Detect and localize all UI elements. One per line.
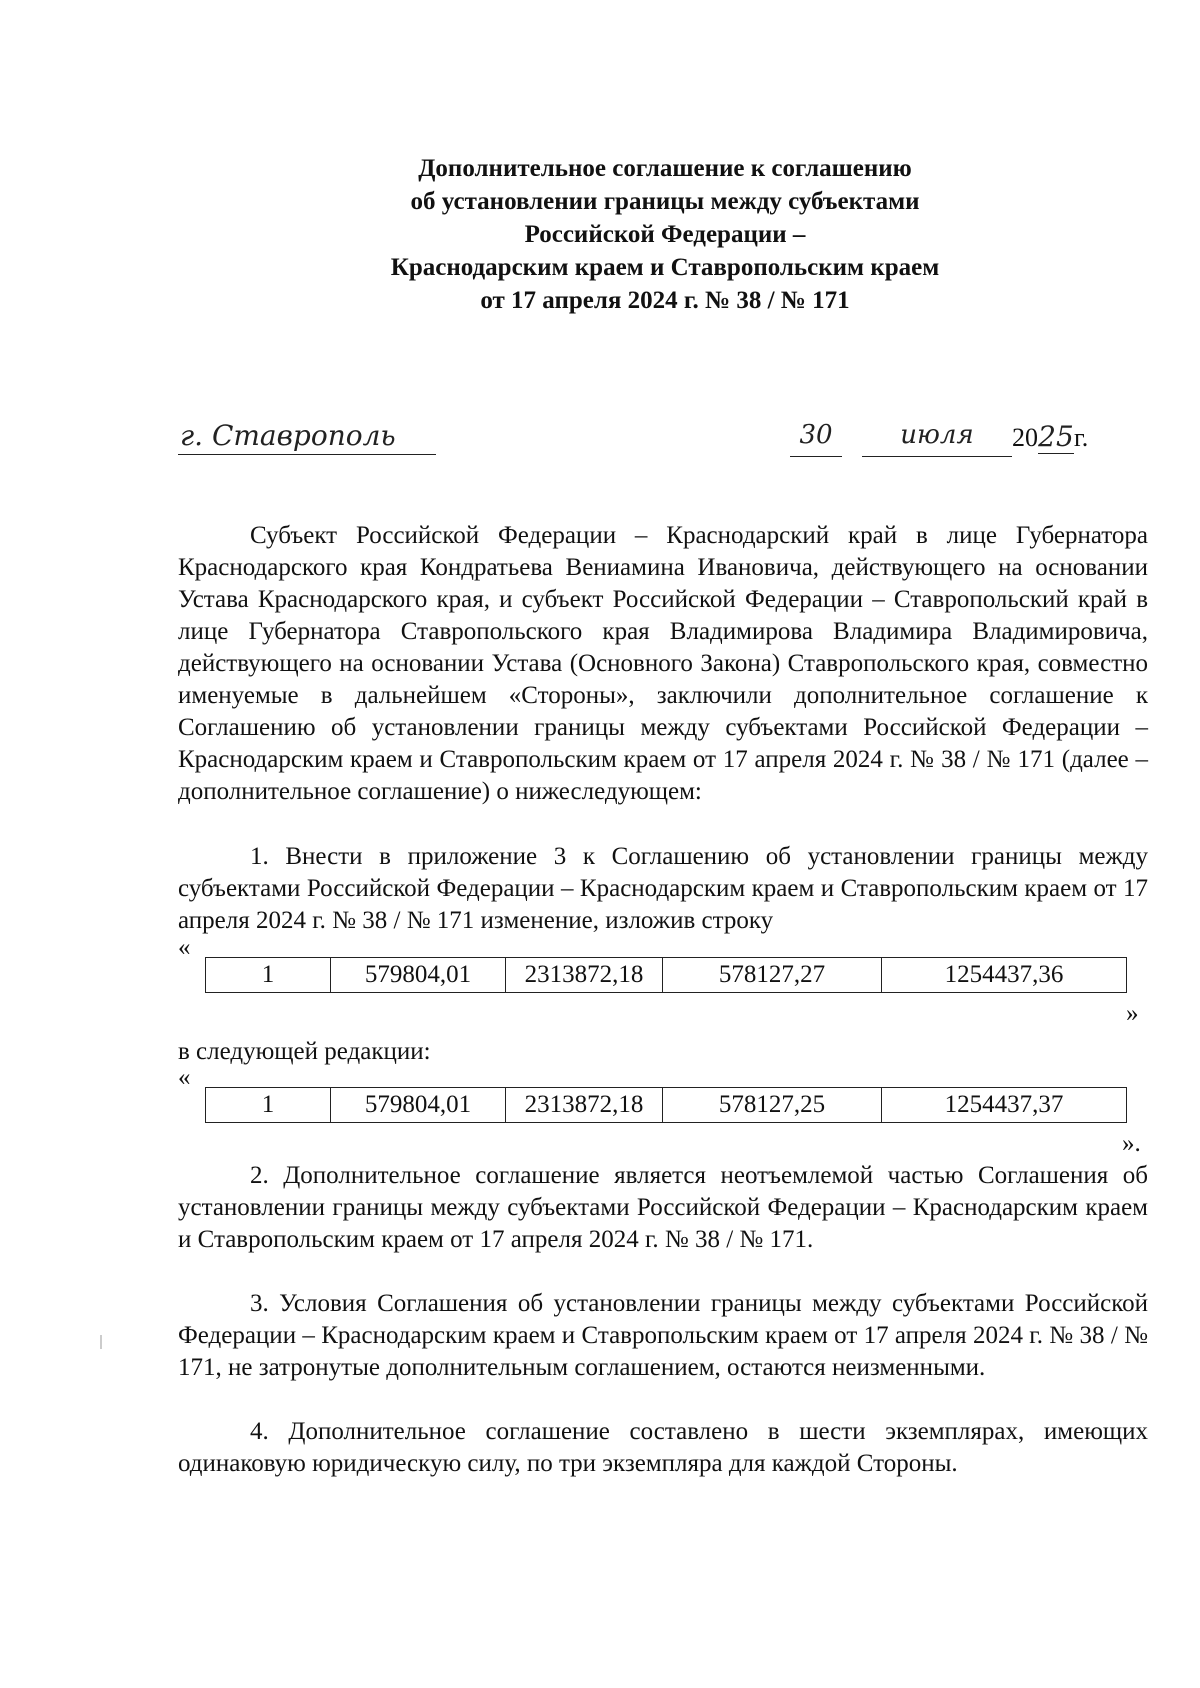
title-line: Российской Федерации –: [524, 221, 806, 248]
close-quote-period: ».: [1122, 1130, 1141, 1157]
document-title: [0, 152, 1200, 317]
old-row-table: [205, 957, 1127, 993]
place-of-signing: [178, 420, 436, 455]
item-2-paragraph: 2. Дополнительное соглашение является неотъемлемой частью Соглашения об установлении границы между субъектами Российской Федерации – Краснодарским краем и Ставропольским краем от 17 апреля 2024 г. № 38 / № 171.: [178, 1162, 1148, 1253]
table-cell: 579804,01: [331, 1088, 506, 1123]
title-line: об установлении границы между субъектами: [410, 188, 920, 215]
table-cell: 1: [206, 958, 331, 993]
date-day: 30: [790, 420, 842, 457]
date-month: июля: [862, 420, 1012, 457]
table-cell: 1: [206, 1088, 331, 1123]
table-cell: 2313872,18: [506, 1088, 663, 1123]
open-quote: «: [178, 934, 191, 961]
new-row-table: [205, 1087, 1127, 1123]
scan-margin-mark: [100, 1335, 102, 1349]
title-line: Краснодарским краем и Ставропольским краем: [390, 254, 940, 281]
preamble-paragraph: Субъект Российской Федерации – Краснодарский край в лице Губернатора Краснодарского края Кондратьева Вениамина Ивановича, действующего на основании Устава Краснодарского края, и субъект Российской Федерации – Ставропольский край в лице Губернатора Ставропольского края Владимирова Владимира Владимировича, действующего на основании Устава (Основного Закона) Ставропольского края, совместно именуемые в дальнейшем «Стороны», заключили дополнительное соглашение к Соглашению об установлении границы между субъектами Российской Федерации – Краснодарским краем и Ставропольским краем от 17 апреля 2024 г. № 38 / № 171 (далее – дополнительное соглашение) о нижеследующем:: [178, 522, 1148, 805]
new-edition-label: в следующей редакции:: [178, 1038, 431, 1065]
table-cell: 578127,27: [663, 958, 882, 993]
date-year: [1012, 420, 1132, 456]
table-cell: 1254437,37: [882, 1088, 1127, 1123]
open-quote: «: [178, 1064, 191, 1091]
year-prefix: 20: [1012, 423, 1038, 452]
year-suffix: 25: [1038, 420, 1074, 453]
item-3-paragraph: 3. Условия Соглашения об установлении границы между субъектами Российской Федерации – Краснодарским краем и Ставропольским краем от 17 апреля 2024 г. № 38 / № 171, не затронутые дополнительным соглашением, остаются неизменными.: [178, 1290, 1148, 1381]
table-cell: 2313872,18: [506, 958, 663, 993]
item-1-paragraph: 1. Внести в приложение 3 к Соглашению об установлении границы между субъектами Российской Федерации – Краснодарским краем и Ставропольским краем от 17 апреля 2024 г. № 38 / № 171 изменение, изложив строку: [178, 843, 1148, 934]
title-line: Дополнительное соглашение к соглашению: [418, 155, 912, 182]
year-g: г.: [1074, 423, 1089, 452]
close-quote: »: [1126, 1000, 1139, 1027]
item-4-paragraph: 4. Дополнительное соглашение составлено в шести экземплярах, имеющих одинаковую юридическую силу, по три экземпляра для каждой Стороны.: [178, 1418, 1148, 1477]
table-cell: 1254437,36: [882, 958, 1127, 993]
table-cell: 579804,01: [331, 958, 506, 993]
place-text: г. Ставрополь: [180, 419, 396, 452]
table-cell: 578127,25: [663, 1088, 882, 1123]
title-line: от 17 апреля 2024 г. № 38 / № 171: [480, 287, 850, 314]
